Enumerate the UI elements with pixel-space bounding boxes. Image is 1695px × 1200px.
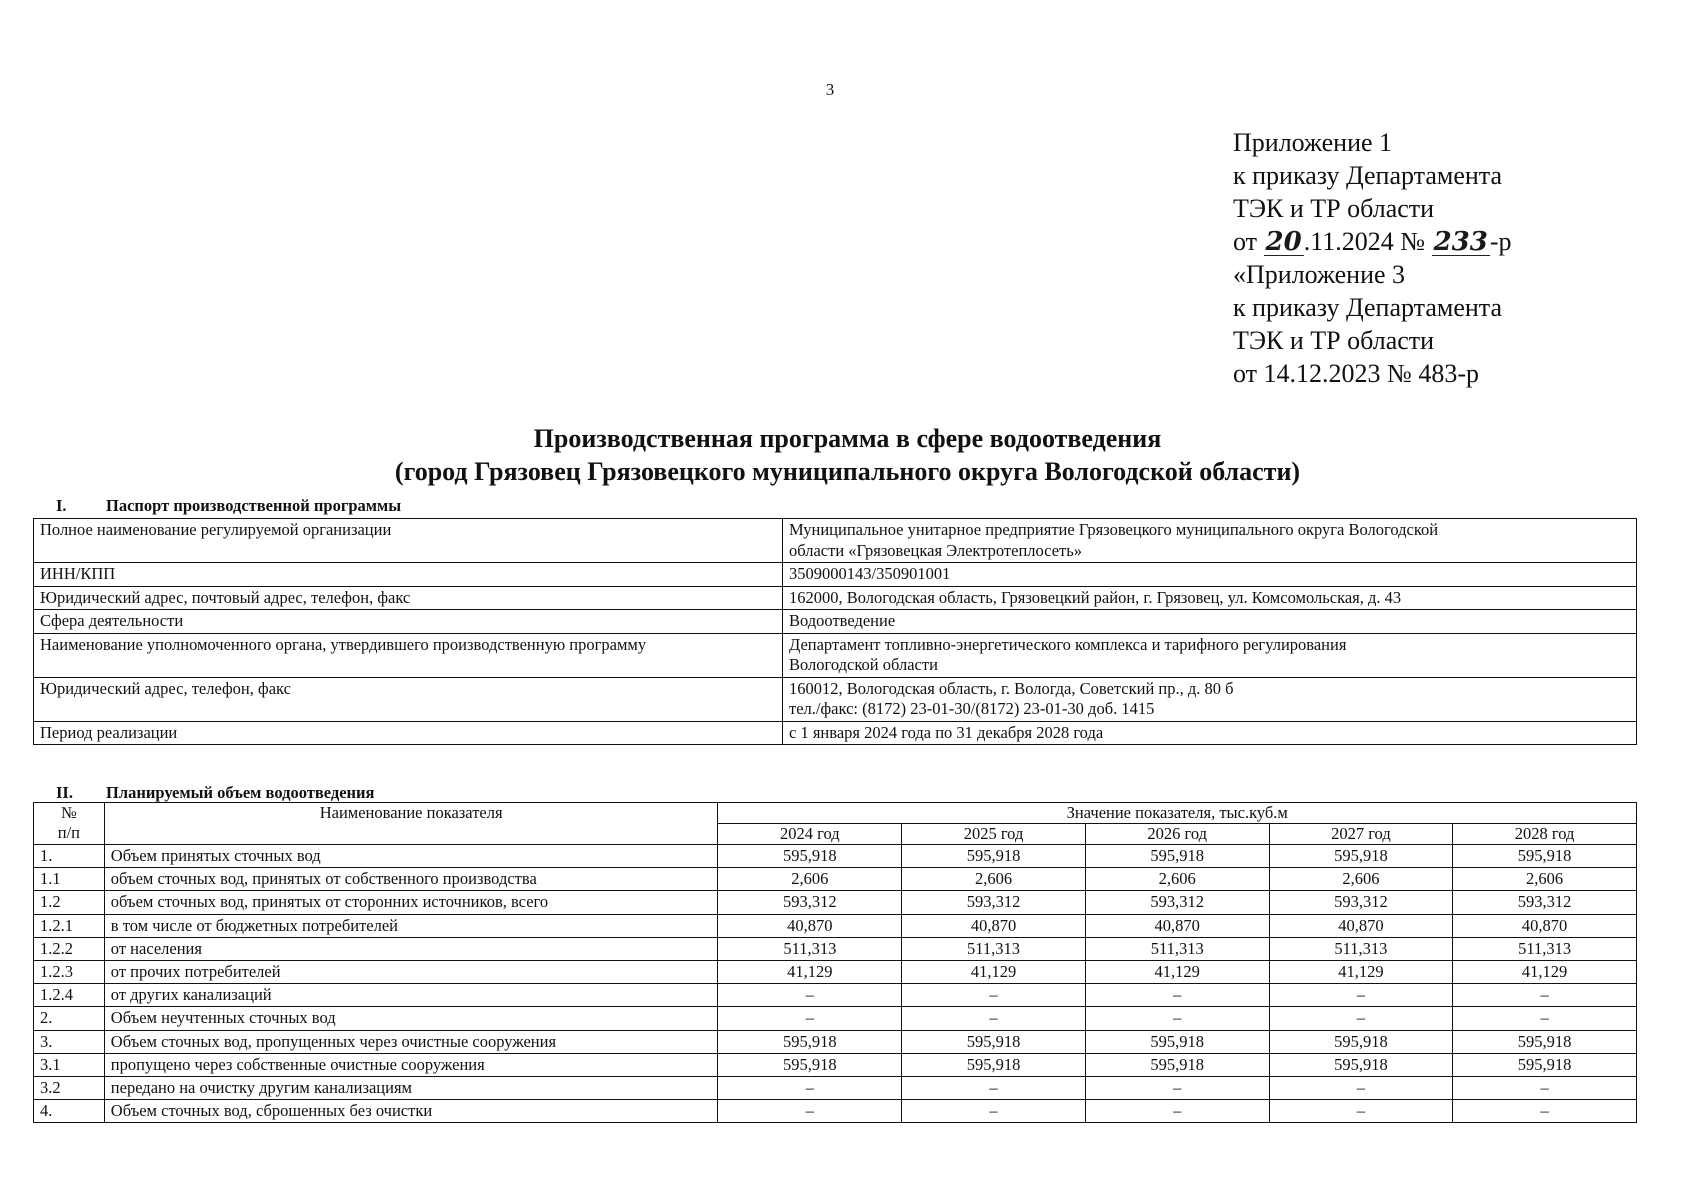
row-value: 595,918 [902,1030,1086,1053]
row-value: 595,918 [1269,1053,1453,1076]
row-value: 595,918 [902,845,1086,868]
appendix-line: к приказу Департамента [1233,293,1503,322]
passport-value-line: тел./факс: (8172) 23-01-30/(8172) 23-01-30 доб. 1415 [789,699,1155,718]
row-value: – [718,1100,902,1123]
year-header: 2028 год [1453,824,1637,845]
volume-table [33,802,1637,1123]
passport-value-line: 162000, Вологодская область, Грязовецкий район, г. Грязовец, ул. Комсомольская, д. 43 [789,587,1402,607]
passport-table [33,518,1637,745]
row-number: 1.2.2 [34,937,105,960]
appendix-line: ТЭК и ТР области [1233,194,1435,223]
table-row [34,961,1637,984]
passport-row [34,610,1637,634]
row-value: 595,918 [1269,1030,1453,1053]
row-value: 595,918 [1085,845,1269,868]
row-value: 595,918 [718,1053,902,1076]
row-value: – [1453,1007,1637,1030]
row-name: Объем принятых сточных вод [104,845,718,868]
row-value: – [1085,1007,1269,1030]
row-number: 3. [34,1030,105,1053]
year-header: 2025 год [902,824,1086,845]
table-row [34,937,1637,960]
year-header: 2024 год [718,824,902,845]
row-value: 593,312 [902,891,1086,914]
year-header: 2026 год [1085,824,1269,845]
table-row [34,984,1637,1007]
title-line: Производственная программа в сфере водоотведения [533,424,1162,453]
row-value: 41,129 [902,961,1086,984]
section-title: Планируемый объем водоотведения [106,783,375,802]
row-value: 511,313 [1269,937,1453,960]
table-row [34,891,1637,914]
row-value: – [1085,1077,1269,1100]
appendix-suffix: -р [1489,227,1512,256]
row-value: 595,918 [1453,1030,1637,1053]
table-row [34,914,1637,937]
handwritten-number: 233 [1433,227,1488,257]
row-value: – [902,1007,1086,1030]
row-name: от прочих потребителей [104,961,718,984]
row-value: 595,918 [1453,1053,1637,1076]
appendix-date: .11.2024 № [1303,227,1426,256]
row-value: 595,918 [1269,845,1453,868]
row-number: 1.2.4 [34,984,105,1007]
row-value: 595,918 [1085,1053,1269,1076]
passport-row [34,633,1637,677]
passport-value [783,633,1637,677]
passport-value-line: Водоотведение [789,611,896,630]
passport-value [783,519,1637,563]
passport-label: ИНН/КПП [34,563,783,587]
passport-label: Полное наименование регулируемой организации [34,519,783,563]
passport-value [783,586,1637,610]
document-title [0,422,1695,488]
title-line: (город Грязовец Грязовецкого муниципального округа Вологодской области) [394,457,1301,486]
row-value: 511,313 [1085,937,1269,960]
row-value: 511,313 [902,937,1086,960]
table-row [34,1007,1637,1030]
row-value: – [718,984,902,1007]
appendix-line: ТЭК и ТР области [1233,326,1435,355]
passport-value [783,563,1637,587]
page-number: 3 [825,80,835,99]
handwritten-day: 20 [1265,227,1302,257]
appendix-order-line [1233,225,1512,258]
passport-label: Юридический адрес, телефон, факс [34,677,783,721]
appendix-line: «Приложение 3 [1233,260,1406,289]
row-number: 4. [34,1100,105,1123]
row-value: 595,918 [902,1053,1086,1076]
row-value: 511,313 [1453,937,1637,960]
row-value: 593,312 [1085,891,1269,914]
row-value: – [1269,1100,1453,1123]
passport-value-line: 160012, Вологодская область, г. Вологда, Советский пр., д. 80 б [789,678,1234,698]
passport-value [783,721,1637,745]
row-value: 595,918 [718,1030,902,1053]
passport-value-line: области «Грязовецкая Электротеплосеть» [789,540,1083,560]
row-number: 3.1 [34,1053,105,1076]
passport-value-line: с 1 января 2024 года по 31 декабря 2028 года [789,722,1104,742]
appendix-from: от [1233,227,1258,256]
table-row [34,845,1637,868]
row-name: от других канализаций [104,984,718,1007]
row-value: 2,606 [1085,868,1269,891]
table-row [34,1053,1637,1076]
row-value: 593,312 [1269,891,1453,914]
table-row [34,1030,1637,1053]
row-name: Объем неучтенных сточных вод [104,1007,718,1030]
row-number: 1.2.1 [34,914,105,937]
row-name: пропущено через собственные очистные сооружения [104,1053,718,1076]
row-value: – [902,1077,1086,1100]
table-row [34,868,1637,891]
row-value: 40,870 [1269,914,1453,937]
row-value: 2,606 [1269,868,1453,891]
row-number: 1. [34,845,105,868]
passport-value-line: Вологодской области [789,655,938,674]
row-number: 1.2.3 [34,961,105,984]
col-number-line: № [61,803,77,822]
row-value: 41,129 [1453,961,1637,984]
row-value: 40,870 [902,914,1086,937]
row-name: от населения [104,937,718,960]
section-1-heading [56,496,401,516]
row-value: 2,606 [902,868,1086,891]
passport-value-line: 3509000143/350901001 [789,564,951,583]
row-name: передано на очистку другим канализациям [104,1077,718,1100]
passport-row [34,721,1637,745]
row-value: 41,129 [1085,961,1269,984]
row-number: 1.1 [34,868,105,891]
row-value: 511,313 [718,937,902,960]
col-number-line: п/п [57,823,81,842]
row-value: 40,870 [1085,914,1269,937]
row-value: – [1269,1077,1453,1100]
row-value: – [1453,1077,1637,1100]
passport-value-line: Муниципальное унитарное предприятие Грязовецкого муниципального округа Вологодской [789,520,1439,539]
table-row [34,1077,1637,1100]
appendix-line: к приказу Департамента [1233,161,1503,190]
row-value: 593,312 [718,891,902,914]
section-2-heading [56,783,374,803]
year-header: 2027 год [1269,824,1453,845]
section-title: Паспорт производственной программы [106,496,402,515]
passport-label: Юридический адрес, почтовый адрес, телефон, факс [34,586,783,610]
row-value: 2,606 [718,868,902,891]
row-value: – [902,984,1086,1007]
row-value: – [1269,1007,1453,1030]
row-name: объем сточных вод, принятых от сторонних источников, всего [104,891,718,914]
header-row [34,803,1637,824]
passport-label: Период реализации [34,721,783,745]
row-value: – [718,1077,902,1100]
appendix-line: Приложение 1 [1233,128,1393,157]
passport-value [783,677,1637,721]
passport-row [34,586,1637,610]
row-value: 41,129 [1269,961,1453,984]
row-value: 593,312 [1453,891,1637,914]
passport-value [783,610,1637,634]
appendix-block [1233,126,1512,390]
row-name: Объем сточных вод, пропущенных через очистные сооружения [104,1030,718,1053]
passport-label: Сфера деятельности [34,610,783,634]
row-value: 595,918 [1453,845,1637,868]
section-number: I. [56,496,67,515]
row-name: в том числе от бюджетных потребителей [104,914,718,937]
row-name: Объем сточных вод, сброшенных без очистки [104,1100,718,1123]
row-value: 40,870 [718,914,902,937]
col-values-header: Значение показателя, тыс.куб.м [718,803,1637,824]
appendix-line: от 14.12.2023 № 483-р [1233,359,1479,388]
passport-label: Наименование уполномоченного органа, утвердившего производственную программу [34,633,783,677]
row-value: – [1269,984,1453,1007]
passport-row [34,677,1637,721]
row-name: объем сточных вод, принятых от собственного производства [104,868,718,891]
row-value: 2,606 [1453,868,1637,891]
row-value: 40,870 [1453,914,1637,937]
col-name-header: Наименование показателя [104,803,718,845]
row-value: 41,129 [718,961,902,984]
section-number: II. [56,783,73,802]
row-value: 595,918 [718,845,902,868]
passport-value-line: Департамент топливно-энергетического комплекса и тарифного регулирования [789,634,1347,654]
row-value: – [1453,984,1637,1007]
passport-row [34,519,1637,563]
row-number: 3.2 [34,1077,105,1100]
table-row [34,1100,1637,1123]
row-value: – [1453,1100,1637,1123]
row-value: 595,918 [1085,1030,1269,1053]
row-value: – [1085,984,1269,1007]
row-number: 1.2 [34,891,105,914]
col-number-header [34,803,105,845]
row-value: – [1085,1100,1269,1123]
passport-row [34,563,1637,587]
row-number: 2. [34,1007,105,1030]
row-value: – [902,1100,1086,1123]
row-value: – [718,1007,902,1030]
